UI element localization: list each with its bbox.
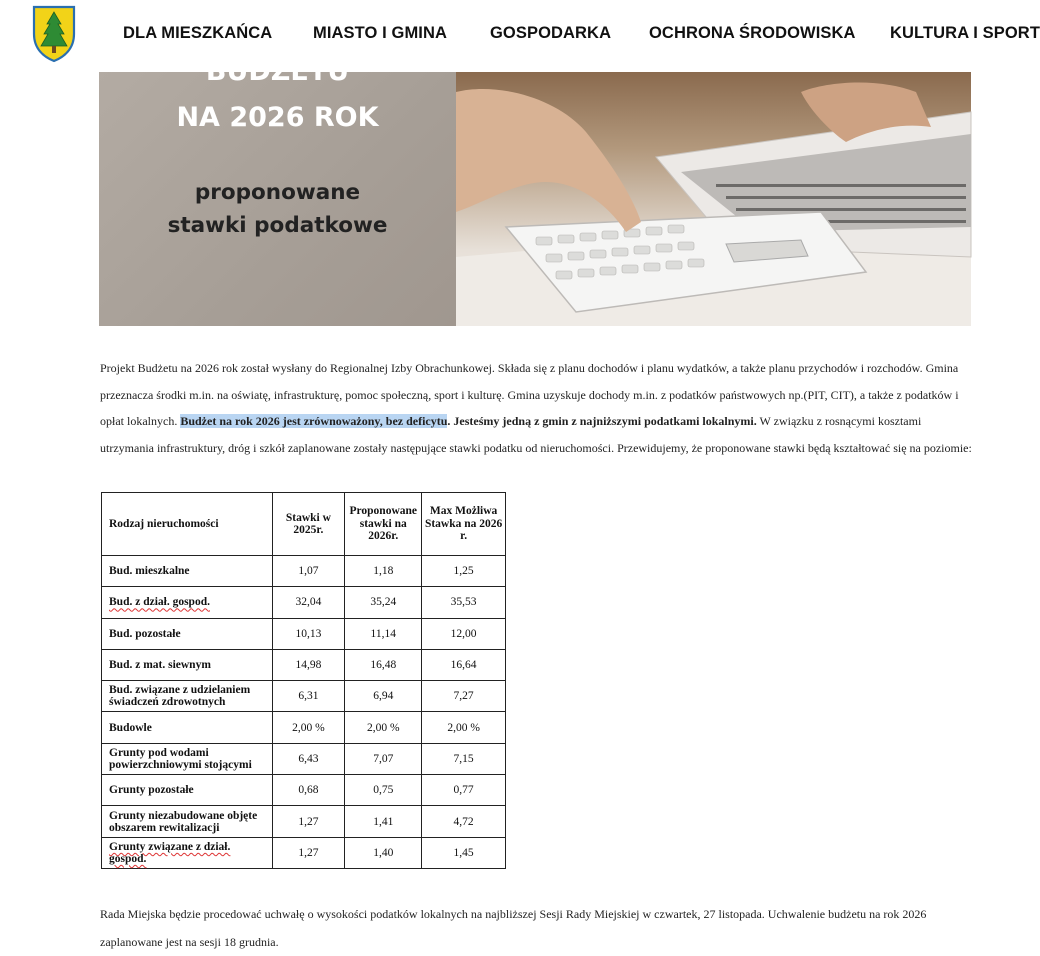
rate-proposed-2026: 1,41 xyxy=(345,806,422,837)
rate-max-2026: 12,00 xyxy=(422,618,506,649)
nav-item-gospodarka[interactable]: GOSPODARKA xyxy=(490,24,612,42)
row-label: Grunty pod wodami powierzchniowymi stojącymi xyxy=(102,743,273,774)
rate-max-2026: 7,15 xyxy=(422,743,506,774)
rate-2025: 0,68 xyxy=(272,775,345,806)
row-label: Bud. pozostałe xyxy=(102,618,273,649)
intro-paragraph xyxy=(100,355,972,461)
rate-2025: 10,13 xyxy=(272,618,345,649)
rate-2025: 2,00 % xyxy=(272,712,345,743)
rate-2025: 14,98 xyxy=(272,649,345,680)
table-row xyxy=(102,806,506,837)
row-label: Grunty pozostałe xyxy=(102,775,273,806)
table-row xyxy=(102,618,506,649)
rate-max-2026: 1,25 xyxy=(422,556,506,587)
tax-rates-table xyxy=(101,492,506,869)
rate-2025: 1,27 xyxy=(272,806,345,837)
table-header-row xyxy=(102,493,506,556)
table-row xyxy=(102,837,506,868)
row-label xyxy=(102,837,273,868)
hero-title-line1: BUDŻETU xyxy=(205,56,350,87)
table-row xyxy=(102,681,506,712)
rate-proposed-2026: 0,75 xyxy=(345,775,422,806)
row-label-text: Grunty związane z dział. gospod. xyxy=(109,840,231,865)
rate-2025: 1,07 xyxy=(272,556,345,587)
row-label: Grunty niezabudowane objęte obszarem rewitalizacji xyxy=(102,806,273,837)
rate-proposed-2026: 1,40 xyxy=(345,837,422,868)
table-row xyxy=(102,587,506,618)
table-row xyxy=(102,775,506,806)
rate-proposed-2026: 2,00 % xyxy=(345,712,422,743)
rate-proposed-2026: 7,07 xyxy=(345,743,422,774)
intro-highlighted-text: Budżet na rok 2026 jest zrównoważony, bez deficytu xyxy=(180,414,448,428)
rate-max-2026: 7,27 xyxy=(422,681,506,712)
rate-max-2026: 0,77 xyxy=(422,775,506,806)
table-row xyxy=(102,712,506,743)
rate-proposed-2026: 6,94 xyxy=(345,681,422,712)
row-label xyxy=(102,587,273,618)
hero-subtitle-line1: proponowane xyxy=(194,180,361,205)
rate-proposed-2026: 1,18 xyxy=(345,556,422,587)
table-row xyxy=(102,743,506,774)
rate-max-2026: 35,53 xyxy=(422,587,506,618)
rate-2025: 6,31 xyxy=(272,681,345,712)
intro-text-part3: W związku z rosnącymi kosztami utrzymania infrastruktury, dróg i szkół zaplanowane zostały następujące stawki podatku od nieruchomości. Przewidujemy, że proponowane stawki będą kształtować się na poziomie: xyxy=(100,414,972,455)
row-label: Bud. z mat. siewnym xyxy=(102,649,273,680)
intro-bold-text: . Jesteśmy jedną z gmin z najniższymi podatkami lokalnymi. xyxy=(447,414,757,428)
rate-proposed-2026: 11,14 xyxy=(345,618,422,649)
col-header-max-2026: Max Możliwa Stawka na 2026 r. xyxy=(422,493,506,556)
main-nav xyxy=(0,24,1040,48)
rate-max-2026: 16,64 xyxy=(422,649,506,680)
rate-max-2026: 1,45 xyxy=(422,837,506,868)
hero-photo-calculator xyxy=(456,72,971,326)
rate-proposed-2026: 16,48 xyxy=(345,649,422,680)
nav-item-ochrona-srodowiska[interactable]: OCHRONA ŚRODOWISKA xyxy=(649,24,856,42)
col-header-property-type: Rodzaj nieruchomości xyxy=(102,493,273,556)
col-header-proposed-2026: Proponowane stawki na 2026r. xyxy=(345,493,422,556)
calculator-illustration xyxy=(456,72,971,326)
rate-max-2026: 2,00 % xyxy=(422,712,506,743)
hero-subtitle xyxy=(99,176,456,242)
rate-2025: 1,27 xyxy=(272,837,345,868)
intro-text-part1: Projekt Budżetu na 2026 rok został wysłany do Regionalnej Izby Obrachunkowej. Składa się z planu dochodów i planu wydatków, a także planu przychodów i rozchodów. Gmina przeznacza środki m.in. na oświatę, infrastrukturę, pomoc społeczną, sport i kulturę. Gmina uzyskuje dochody m.in. z podatków państwowych np.(PIT, CIT), a także z podatków i opłat lokalnych. xyxy=(100,361,959,428)
nav-item-miasto-i-gmina[interactable]: MIASTO I GMINA xyxy=(313,24,448,42)
row-label: Bud. związane z udzielaniem świadczeń zdrowotnych xyxy=(102,681,273,712)
nav-item-kultura-i-sport[interactable]: KULTURA I SPORT xyxy=(890,24,1040,42)
hero-banner xyxy=(99,56,971,326)
row-label-text: Bud. z dział. gospod. xyxy=(109,596,210,609)
rate-2025: 6,43 xyxy=(272,743,345,774)
table-row xyxy=(102,556,506,587)
closing-paragraph: Rada Miejska będzie procedować uchwałę o wysokości podatków lokalnych na najbliższej Sesji Rady Miejskiej w czwartek, 27 listopada. Uchwalenie budżetu na rok 2026 zaplanowane jest na sesji 18 grudnia. xyxy=(100,907,927,949)
hero-subtitle-line2: stawki podatkowe xyxy=(167,213,388,238)
nav-item-dla-mieszkanca[interactable]: DLA MIESZKAŃCA xyxy=(123,24,273,42)
table-row xyxy=(102,649,506,680)
rate-max-2026: 4,72 xyxy=(422,806,506,837)
hero-title-line2: NA 2026 ROK xyxy=(176,102,379,133)
rate-2025: 32,04 xyxy=(272,587,345,618)
row-label: Bud. mieszkalne xyxy=(102,556,273,587)
hero-text-panel xyxy=(99,56,456,326)
rate-proposed-2026: 35,24 xyxy=(345,587,422,618)
row-label: Budowle xyxy=(102,712,273,743)
col-header-rates-2025: Stawki w 2025r. xyxy=(272,493,345,556)
